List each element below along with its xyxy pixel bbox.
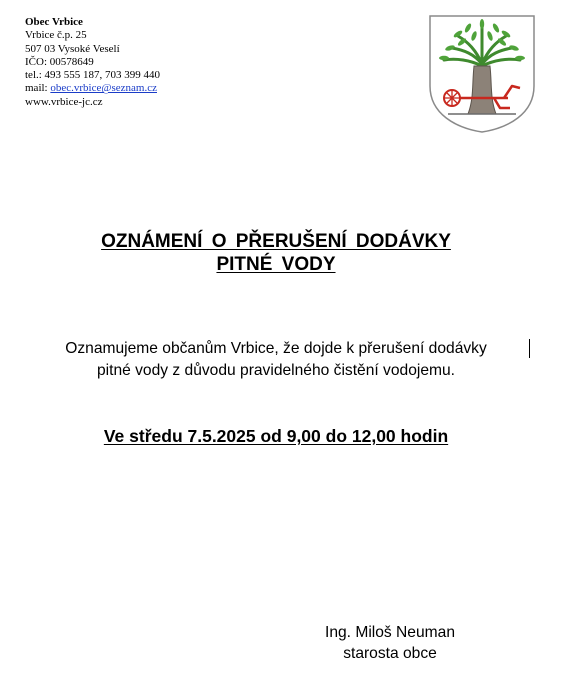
email-line <box>25 82 160 95</box>
phone-numbers: tel.: 493 555 187, 703 399 440 <box>25 69 161 82</box>
outage-date <box>0 425 552 447</box>
outage-date-text: Ve středu 7.5.2025 od 9,00 do 12,00 hodin <box>103 426 449 446</box>
email-link[interactable]: obec.vrbice@seznam.cz <box>50 82 157 95</box>
signature-block <box>300 622 480 664</box>
notice-title <box>0 230 552 276</box>
website: www.vrbice-jc.cz <box>25 95 103 108</box>
address-street: Vrbice č.p. 25 <box>25 29 87 42</box>
letterhead <box>25 16 160 109</box>
signatory-name: Ing. Miloš Neuman <box>324 624 455 641</box>
notice-title-line-1: OZNÁMENÍ O PŘERUŠENÍ DODÁVKY <box>101 231 451 252</box>
notice-title-line-2: PITNÉ VODY <box>216 254 336 275</box>
municipality-name: Obec Vrbice <box>25 16 83 28</box>
coat-of-arms-icon <box>428 14 536 134</box>
notice-body <box>0 338 552 382</box>
address-city: 507 03 Vysoké Veselí <box>25 42 120 55</box>
notice-body-line-2: pitné vody z důvodu pravidelného čistění vodojemu. <box>96 362 456 379</box>
text-cursor <box>529 339 530 358</box>
notice-body-line-1: Oznamujeme občanům Vrbice, že dojde k přerušení dodávky <box>65 340 487 357</box>
company-id: IČO: 00578649 <box>25 55 94 68</box>
email-label: mail: <box>25 82 51 95</box>
signatory-role: starosta obce <box>343 645 437 662</box>
